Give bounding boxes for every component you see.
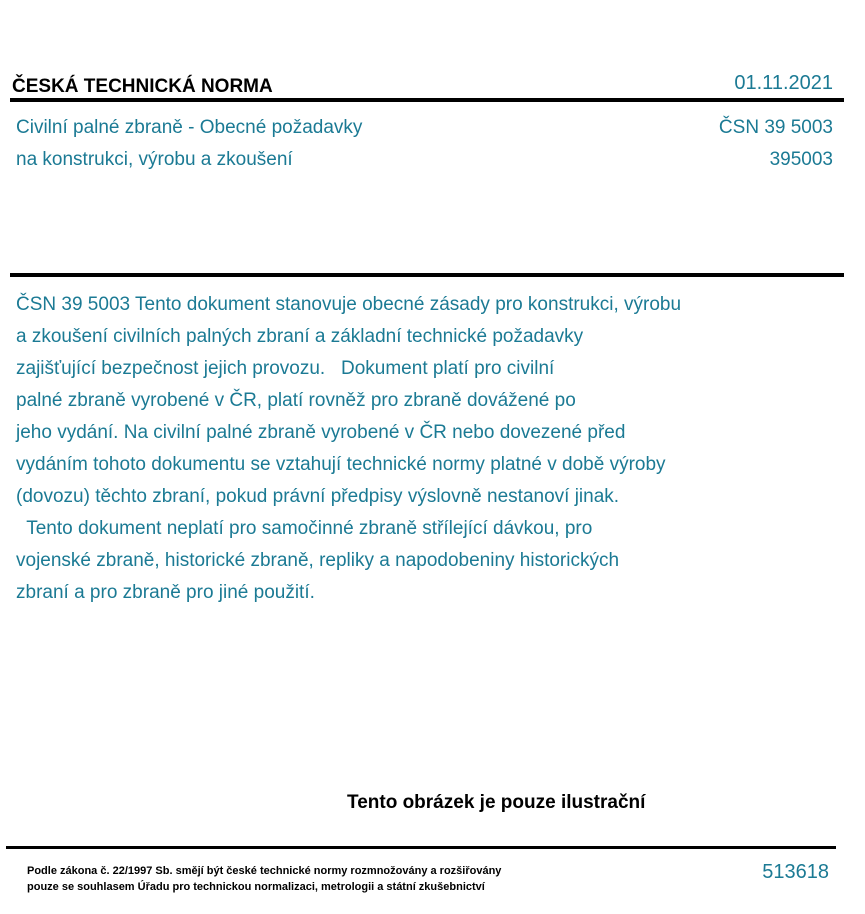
- legal-notice-line-2: pouze se souhlasem Úřadu pro technickou normalizaci, metrologii a státní zkušebnictví: [27, 881, 485, 893]
- legal-notice: [27, 863, 501, 895]
- abstract-line: zbraní a pro zbraně pro jiné použití.: [16, 582, 315, 603]
- abstract-line: zajišťující bezpečnost jejich provozu. Dokument platí pro civilní: [16, 358, 555, 379]
- title-divider: [10, 273, 844, 277]
- abstract-line: palné zbraně vyrobené v ČR, platí rovněž pro zbraně dovážené po: [16, 390, 576, 411]
- standard-type-label: ČESKÁ TECHNICKÁ NORMA: [12, 76, 273, 97]
- illustration-note: Tento obrázek je pouze ilustrační: [347, 792, 646, 813]
- catalog-number: 395003: [769, 149, 833, 170]
- standard-number: ČSN 39 5003: [718, 117, 833, 138]
- abstract-line: ČSN 39 5003 Tento dokument stanovuje obecné zásady pro konstrukci, výrobu: [16, 294, 682, 315]
- abstract-line: vojenské zbraně, historické zbraně, repliky a napodobeniny historických: [16, 550, 620, 571]
- abstract-line: Tento dokument neplatí pro samočinné zbraně střílející dávkou, pro: [16, 518, 593, 539]
- legal-notice-line-1: Podle zákona č. 22/1997 Sb. smějí být české technické normy rozmnožovány a rozšiřovány: [27, 865, 502, 877]
- title-line-1: Civilní palné zbraně - Obecné požadavky: [16, 117, 363, 138]
- abstract-line: jeho vydání. Na civilní palné zbraně vyrobené v ČR nebo dovezené před: [16, 422, 626, 443]
- title-line-2: na konstrukci, výrobu a zkoušení: [16, 149, 293, 170]
- abstract-line: (dovozu) těchto zbraní, pokud právní předpisy výslovně nestanoví jinak.: [16, 486, 620, 507]
- abstract-line: a zkoušení civilních palných zbraní a základní technické požadavky: [16, 326, 584, 347]
- header-divider: [10, 98, 844, 102]
- abstract-text: [16, 289, 796, 609]
- publication-date: 01.11.2021: [734, 72, 833, 94]
- abstract-line: vydáním tohoto dokumentu se vztahují technické normy platné v době výroby: [16, 454, 666, 475]
- footer-divider: [6, 846, 836, 849]
- document-id: 513618: [762, 861, 829, 883]
